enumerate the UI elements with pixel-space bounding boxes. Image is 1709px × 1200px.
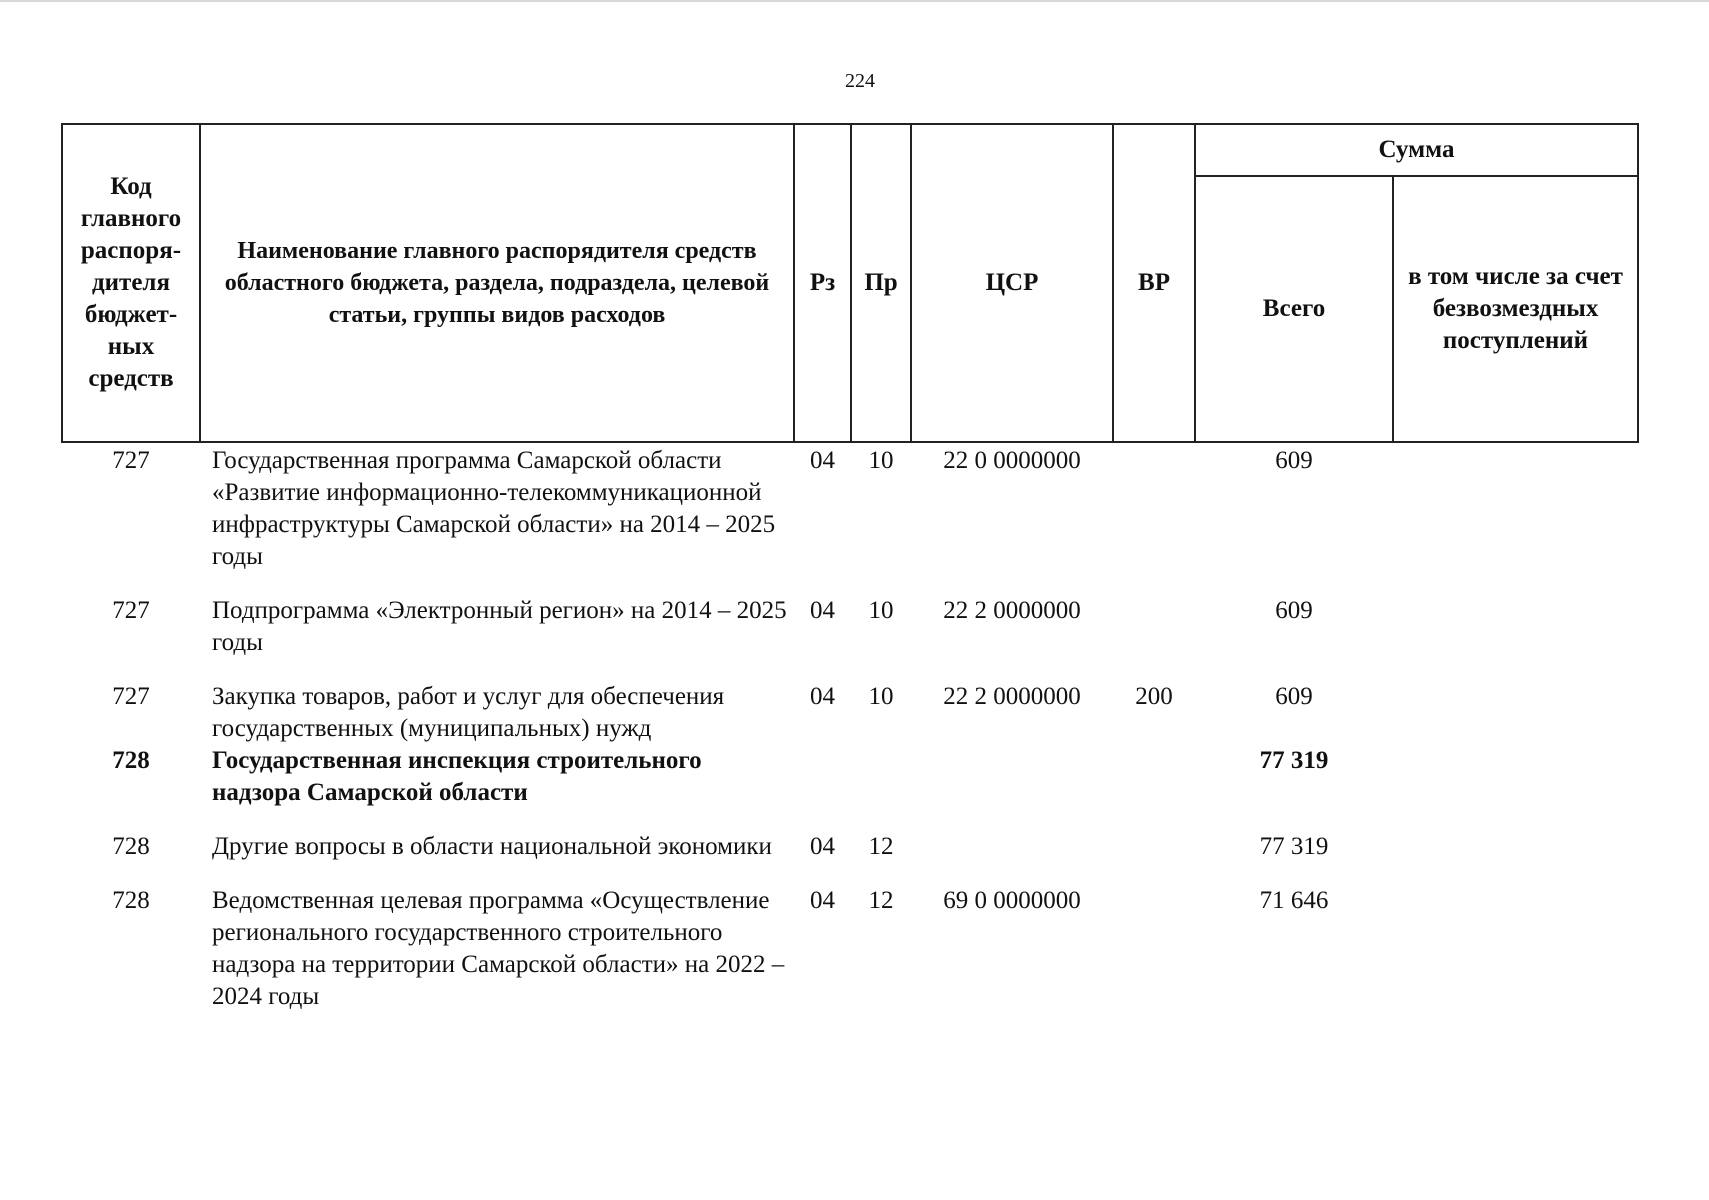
cell-name: Государственная программа Самарской области «Развитие информационно-телекоммуникационной инфраструктуры Самарской области» на 2014 – 2025 годы (212, 447, 776, 570)
cell-vr (1113, 595, 1195, 681)
cell-vr (1113, 745, 1195, 831)
cell-code: 727 (112, 447, 150, 474)
cell-incl (1393, 595, 1638, 681)
cell-total: 77 319 (1259, 833, 1329, 860)
header-incl: в том числе за счет безвозмездных поступлений (1393, 176, 1638, 442)
cell-total: 609 (1275, 597, 1313, 624)
cell-code: 728 (112, 747, 150, 774)
header-sum: Сумма (1195, 124, 1638, 176)
cell-total: 609 (1275, 447, 1313, 474)
header-csr: ЦСР (911, 124, 1113, 442)
cell-vr (1113, 885, 1195, 1013)
cell-rz: 04 (810, 447, 835, 474)
table-row (62, 595, 1638, 681)
table-row (62, 885, 1638, 1013)
cell-pr (851, 745, 911, 831)
scan-edge-line (0, 0, 1709, 2)
cell-incl (1393, 745, 1638, 831)
cell-csr (911, 831, 1113, 885)
page-number: 224 (845, 70, 875, 92)
header-name: Наименование главного распорядителя средств областного бюджета, раздела, подраздела, целевой статьи, группы видов расходов (200, 124, 794, 442)
cell-vr (1113, 442, 1195, 595)
cell-code: 727 (112, 683, 150, 710)
table-row (62, 745, 1638, 831)
table-header (62, 124, 1638, 442)
cell-rz: 04 (810, 683, 835, 710)
cell-total: 609 (1275, 683, 1313, 710)
cell-rz: 04 (810, 597, 835, 624)
table-row (62, 831, 1638, 885)
cell-vr (1113, 831, 1195, 885)
header-total: Всего (1195, 176, 1393, 442)
header-code: Код главного распоря-дителя бюджет-ных средств (62, 124, 200, 442)
cell-incl (1393, 885, 1638, 1013)
cell-name: Ведомственная целевая программа «Осуществление регионального государственного строительного надзора на территории Самарской области» на 2022 – 2024 годы (212, 887, 785, 1010)
header-pr: Пр (851, 124, 911, 442)
cell-csr: 69 0 0000000 (943, 887, 1081, 914)
cell-csr: 22 2 0000000 (943, 683, 1081, 710)
cell-rz (794, 745, 851, 831)
cell-pr: 10 (868, 597, 894, 624)
cell-rz: 04 (810, 887, 835, 914)
cell-code: 727 (112, 597, 150, 624)
cell-vr: 200 (1135, 683, 1173, 710)
header-rz: Рз (794, 124, 851, 442)
cell-name: Государственная инспекция строительного надзора Самарской области (212, 747, 702, 806)
cell-pr: 10 (868, 683, 894, 710)
table-row (62, 442, 1638, 595)
table-body (62, 442, 1638, 1013)
cell-total: 71 646 (1259, 887, 1329, 914)
cell-total: 77 319 (1259, 747, 1329, 774)
cell-code: 728 (112, 887, 150, 914)
cell-pr: 12 (868, 887, 894, 914)
cell-rz: 04 (810, 833, 835, 860)
cell-incl (1393, 681, 1638, 745)
cell-incl (1393, 442, 1638, 595)
cell-incl (1393, 831, 1638, 885)
cell-csr (911, 745, 1113, 831)
cell-csr: 22 2 0000000 (943, 597, 1081, 624)
budget-table (61, 123, 1639, 1013)
cell-name: Другие вопросы в области национальной экономики (212, 833, 772, 860)
cell-csr: 22 0 0000000 (943, 447, 1081, 474)
cell-code: 728 (112, 833, 150, 860)
cell-name: Закупка товаров, работ и услуг для обеспечения государственных (муниципальных) нужд (212, 683, 725, 742)
table-row (62, 681, 1638, 745)
cell-name: Подпрограмма «Электронный регион» на 2014 – 2025 годы (212, 597, 787, 656)
header-vr: ВР (1113, 124, 1195, 442)
cell-pr: 10 (868, 447, 894, 474)
cell-pr: 12 (868, 833, 894, 860)
